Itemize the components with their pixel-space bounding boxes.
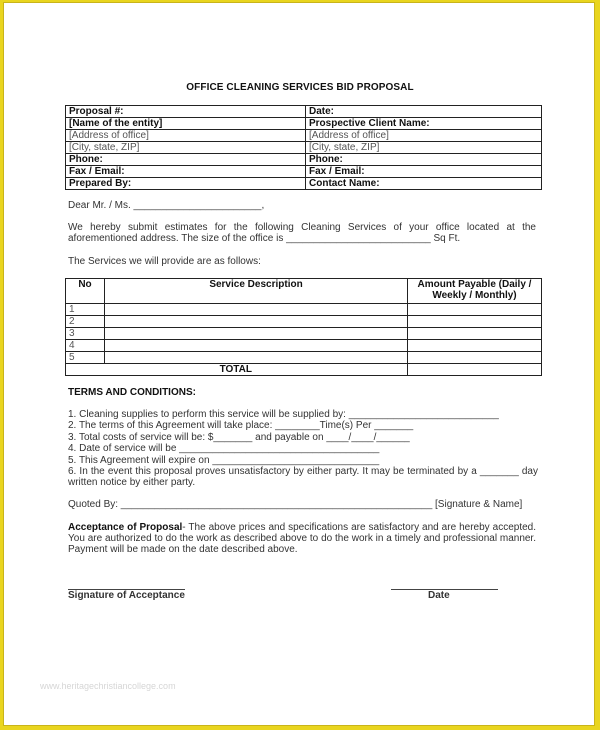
info-cell: [Address of office] <box>66 130 306 142</box>
info-cell: [Name of the entity] <box>66 118 306 130</box>
info-row <box>66 154 542 166</box>
row-number: 4 <box>66 340 105 352</box>
total-label: TOTAL <box>66 364 408 376</box>
info-cell: Proposal #: <box>66 106 306 118</box>
acceptance-text: - The above prices and specifications are satisfactory and are hereby accepted. You are authorized to do the work as described above to do the work in a timely and professional manner. Payment will be made on the date described above. <box>68 522 536 555</box>
info-cell: [Address of office] <box>306 130 542 142</box>
info-cell: Phone: <box>66 154 306 166</box>
info-row <box>66 178 542 190</box>
info-cell: Phone: <box>306 154 542 166</box>
amount-cell[interactable] <box>408 352 542 364</box>
service-description-cell[interactable] <box>105 316 408 328</box>
proposal-info-table <box>65 105 542 190</box>
info-row <box>66 118 542 130</box>
term-item: 1. Cleaning supplies to perform this service will be supplied by: ___________________________ <box>68 409 499 420</box>
header-amount-payable: Amount Payable (Daily / Weekly / Monthly) <box>408 279 542 304</box>
term-item: 5. This Agreement will expire on ______________________________ <box>68 455 380 466</box>
row-number: 2 <box>66 316 105 328</box>
table-row <box>66 340 542 352</box>
table-row <box>66 304 542 316</box>
service-description-cell[interactable] <box>105 328 408 340</box>
info-cell: Prepared By: <box>66 178 306 190</box>
term-item: 6. In the event this proposal proves unsatisfactory by either party. It may be terminated by a _______ day written notice by either party. <box>68 466 538 488</box>
table-row <box>66 316 542 328</box>
signature-label: Signature of Acceptance <box>68 590 185 601</box>
acceptance-paragraph <box>68 522 536 555</box>
term-item: 3. Total costs of service will be: $_______ and payable on ____/____/______ <box>68 432 410 443</box>
info-cell: [City, state, ZIP] <box>66 142 306 154</box>
amount-cell[interactable] <box>408 328 542 340</box>
document-title: OFFICE CLEANING SERVICES BID PROPOSAL <box>186 82 414 93</box>
info-cell: Fax / Email: <box>66 166 306 178</box>
service-description-cell[interactable] <box>105 340 408 352</box>
date-label: Date <box>428 590 450 601</box>
acceptance-label: Acceptance of Proposal <box>68 522 183 533</box>
total-row <box>66 364 542 376</box>
header-no: No <box>66 279 105 304</box>
table-row <box>66 352 542 364</box>
term-item: 2. The terms of this Agreement will take place: ________Time(s) Per _______ <box>68 420 414 431</box>
info-cell: [City, state, ZIP] <box>306 142 542 154</box>
amount-cell[interactable] <box>408 316 542 328</box>
header-service-description: Service Description <box>105 279 408 304</box>
info-cell: Prospective Client Name: <box>306 118 542 130</box>
services-table <box>65 278 542 376</box>
terms-heading: TERMS AND CONDITIONS: <box>68 387 196 398</box>
table-row <box>66 328 542 340</box>
service-description-cell[interactable] <box>105 352 408 364</box>
row-number: 1 <box>66 304 105 316</box>
service-description-cell[interactable] <box>105 304 408 316</box>
services-intro: The Services we will provide are as follows: <box>68 256 261 267</box>
total-amount-cell[interactable] <box>408 364 542 376</box>
services-header-row <box>66 279 542 304</box>
row-number: 3 <box>66 328 105 340</box>
info-cell: Contact Name: <box>306 178 542 190</box>
quoted-by-line: Quoted By: ________________________________________________________ [Signature & Name] <box>68 499 523 510</box>
amount-cell[interactable] <box>408 304 542 316</box>
salutation: Dear Mr. / Ms. _______________________, <box>68 200 265 211</box>
intro-paragraph: We hereby submit estimates for the following Cleaning Services of your office located at the aforementioned address. The size of the office is __________________________ Sq Ft. <box>68 222 536 244</box>
info-cell: Date: <box>306 106 542 118</box>
info-row <box>66 166 542 178</box>
row-number: 5 <box>66 352 105 364</box>
info-cell: Fax / Email: <box>306 166 542 178</box>
info-row <box>66 142 542 154</box>
amount-cell[interactable] <box>408 340 542 352</box>
info-row <box>66 130 542 142</box>
info-row <box>66 106 542 118</box>
watermark: www.heritagechristiancollege.com <box>40 681 176 691</box>
term-item: 4. Date of service will be ____________________________________ <box>68 443 380 454</box>
